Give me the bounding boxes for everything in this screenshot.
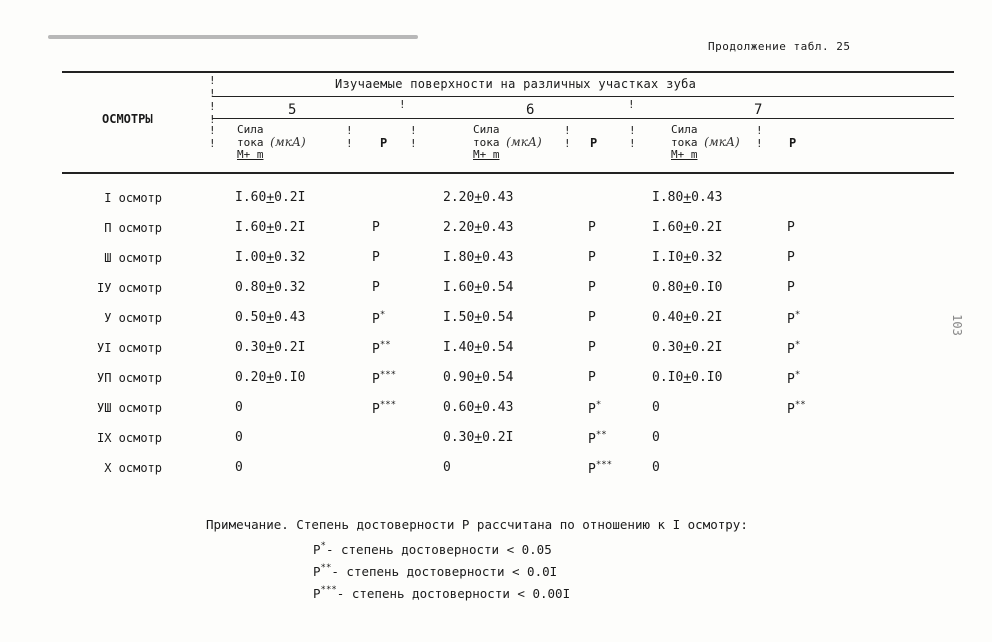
separator: ! ! xyxy=(346,124,353,150)
table-cell-current: 0.30+0.2I xyxy=(443,430,514,445)
table-cell-p: Р* xyxy=(372,310,386,327)
row-label: П осмотр xyxy=(104,221,162,235)
current-header-5: Сила тока (мкА) М+ m xyxy=(237,123,306,161)
table-cell-current: 0.80+0.I0 xyxy=(652,280,723,295)
table-cell-p: Р xyxy=(372,280,380,295)
row-label: УI осмотр xyxy=(96,341,162,355)
separator: ! ! xyxy=(629,124,636,150)
group-5: 5 xyxy=(288,102,297,118)
table-cell-p: Р xyxy=(372,220,380,235)
table-cell-current: I.80+0.43 xyxy=(652,190,723,205)
table-cell-p: Р* xyxy=(787,340,801,357)
table-cell-p: Р xyxy=(588,370,596,385)
row-label: У осмотр xyxy=(104,311,162,325)
group-6: 6 xyxy=(526,102,535,118)
table-cell-current: 0 xyxy=(235,430,243,445)
table-cell-p: Р xyxy=(787,280,795,295)
table-cell-p: Р xyxy=(588,220,596,235)
table-cell-current: 0.60+0.43 xyxy=(443,400,514,415)
row-header-osmotry: ОСМОТРЫ xyxy=(102,112,153,126)
separator: ! ! xyxy=(209,124,216,150)
table-cell-current: 0.90+0.54 xyxy=(443,370,514,385)
table-cell-p: Р xyxy=(588,310,596,325)
table-cell-current: 0 xyxy=(652,460,660,475)
table-cell-current: I.50+0.54 xyxy=(443,310,514,325)
row-label: X осмотр xyxy=(104,461,162,475)
table-cell-current: I.60+0.2I xyxy=(235,220,306,235)
header-rule-2 xyxy=(212,118,954,119)
table-cell-p: Р*** xyxy=(372,400,397,417)
table-cell-current: 0 xyxy=(235,400,243,415)
group-7: 7 xyxy=(754,102,763,118)
table-cell-current: 2.20+0.43 xyxy=(443,190,514,205)
separator: ! ! xyxy=(756,124,763,150)
current-header-7: Сила тока (мкА) М+ m xyxy=(671,123,740,161)
table-cell-p: Р xyxy=(372,250,380,265)
row-label: Ш осмотр xyxy=(104,251,162,265)
table-cell-p: Р xyxy=(588,280,596,295)
row-label: IX осмотр xyxy=(96,431,162,445)
table-cell-current: 0 xyxy=(652,400,660,415)
table-cell-current: I.80+0.43 xyxy=(443,250,514,265)
header-rule-1 xyxy=(212,96,954,97)
table-cell-p: Р* xyxy=(787,370,801,387)
p-header-6: Р xyxy=(590,136,598,150)
table-cell-current: I.40+0.54 xyxy=(443,340,514,355)
table-cell-p: Р*** xyxy=(372,370,397,387)
header-bottom-rule xyxy=(62,172,954,174)
table-cell-current: 0.50+0.43 xyxy=(235,310,306,325)
note-intro: Примечание. Степень достоверности Р рассчитана по отношению к I осмотру: xyxy=(206,517,748,532)
table-cell-current: 2.20+0.43 xyxy=(443,220,514,235)
table-cell-p: Р** xyxy=(588,430,607,447)
table-cell-p: Р xyxy=(787,220,795,235)
separator: ! ! xyxy=(564,124,571,150)
table-cell-current: I.60+0.54 xyxy=(443,280,514,295)
table-cell-current: 0.I0+0.I0 xyxy=(652,370,723,385)
table-cell-current: 0.30+0.2I xyxy=(235,340,306,355)
table-cell-current: 0.30+0.2I xyxy=(652,340,723,355)
table-cell-p: Р** xyxy=(787,400,806,417)
row-label: I осмотр xyxy=(104,191,162,205)
main-header: Изучаемые поверхности на различных участках зуба xyxy=(335,77,697,91)
note-item-3: Р***- степень достоверности < 0.00I xyxy=(313,585,571,601)
table-top-rule xyxy=(62,71,954,73)
table-cell-p: Р* xyxy=(588,400,602,417)
row-label: УП осмотр xyxy=(96,371,162,385)
page-number: 103 xyxy=(949,314,964,336)
table-cell-current: I.60+0.2I xyxy=(652,220,723,235)
table-cell-p: Р*** xyxy=(588,460,613,477)
table-cell-p: Р xyxy=(588,250,596,265)
separator: ! xyxy=(628,98,635,111)
continuation-label: Продолжение табл. 25 xyxy=(708,40,851,53)
table-cell-current: I.00+0.32 xyxy=(235,250,306,265)
top-rule xyxy=(48,35,418,39)
row-label: IУ осмотр xyxy=(96,281,162,295)
table-cell-p: Р** xyxy=(372,340,391,357)
table-cell-p: Р xyxy=(787,250,795,265)
table-cell-current: I.60+0.2I xyxy=(235,190,306,205)
table-cell-current: 0 xyxy=(235,460,243,475)
table-cell-p: Р* xyxy=(787,310,801,327)
separator: ! ! ! ! xyxy=(209,74,216,126)
row-label: УШ осмотр xyxy=(96,401,162,415)
note-item-2: Р**- степень достоверности < 0.0I xyxy=(313,563,558,579)
table-cell-current: 0.40+0.2I xyxy=(652,310,723,325)
separator: ! ! xyxy=(410,124,417,150)
note-item-1: Р*- степень достоверности < 0.05 xyxy=(313,541,552,557)
current-header-6: Сила тока (мкА) М+ m xyxy=(473,123,542,161)
table-cell-current: 0.20+0.I0 xyxy=(235,370,306,385)
table-cell-p: Р xyxy=(588,340,596,355)
table-cell-current: 0 xyxy=(443,460,451,475)
table-cell-current: 0 xyxy=(652,430,660,445)
p-header-5: Р xyxy=(380,136,388,150)
separator: ! xyxy=(399,98,406,111)
table-cell-current: 0.80+0.32 xyxy=(235,280,306,295)
p-header-7: Р xyxy=(789,136,797,150)
table-cell-current: I.I0+0.32 xyxy=(652,250,723,265)
